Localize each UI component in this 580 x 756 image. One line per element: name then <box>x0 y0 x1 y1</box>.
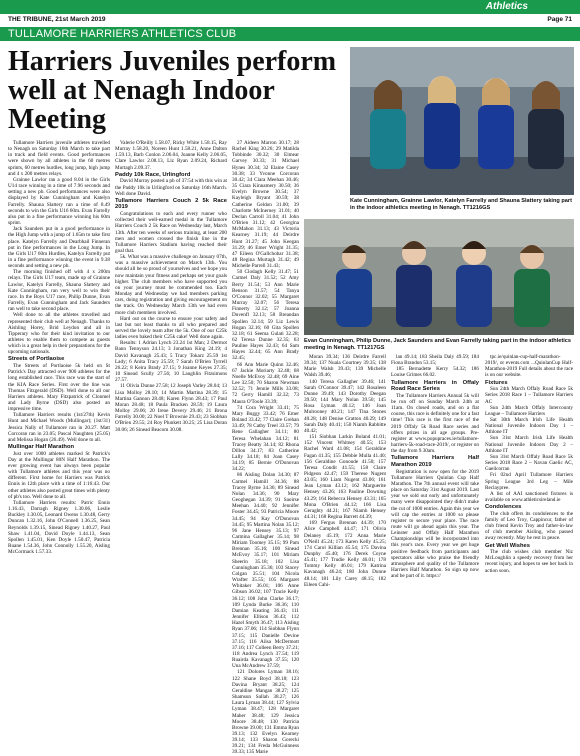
paragraph: 11 Olivia Dunne 27.58; 12 Joseph Varley 28.04; 13 Lisa Molloy 28.10; 14 Martin Martina 28.39; 15 Martina Gannon 28.48; Karen Flynn 28.43; 17 Paul Moran 28.48; 18 Paula Bracken 28.59; 19 Laura Molloy 29.06; 20 Irene Devery 29.46; 21 Brona Farrelly 30.00; 22 Noel T Brownie 29.43; 23 Siobhan O'Brien 29.55; 24 Roy Plunkett 30.25; 25 Lisa Doran 30.06; 26 Sinead Beacom 30.08. <box>115 383 227 433</box>
headline: Harriers Juveniles perform well at Nenagh Indoor Meeting <box>8 46 337 135</box>
subheading: Get Well Wishes <box>485 542 530 549</box>
paragraph: Sun 31st March Offaly Road Race 5k Series 2018 Race 2 – Navan Gaelic AC, Gaeilcorran <box>485 453 573 473</box>
article-column-2 <box>115 140 227 734</box>
paragraph: The morning finished off with 4 x 200m relays. The Girls U17 team, made up of Grainne Lawlor, Katelyn Farrelly, Shauna Slattery and Kate Cunningham, ran very well to win their race. In the Boys U17 race, Philip Dunne, Evan Farrelly, Evan Cunningham and Jack Saunders ran well to take second place. <box>8 269 110 313</box>
photo-boys-relay-team <box>304 219 574 335</box>
paragraph: Grainne Lawlor ran a good 8.04 in the Girls U14 race winning in a time of 7.96 seconds and setting a new pb. Good performances were also displayed by Kate Cunningham and Katelyn Farrelly. Shauna Slattery ran a time of 8.49 seconds to win the Girls U16 60m. Evan Farrelly also put in a fine performance winning his 60m sprint. <box>8 176 110 227</box>
paragraph: Tullamore Harriers juvenile athletes travelled to Nenagh on Saturday 16th March to take part in track and field events. Good performances were shown by all athletes in the 60 metres sprints, 60 metres hurdles, long jump, high jump and 4 x 200 metres relays. <box>8 140 110 177</box>
club-banner: TULLAMORE HARRIERS ATHLETICS CLUB <box>0 27 580 41</box>
paragraph: Congratulations to each and every runner who collected their well-earned medal in the Tullamore Harriers Couch 2 5k Race on Wednesday last, March 13th. After ten weeks of serious training, at least 200 men and women crossed the finish line in the Tullamore Harriers Stadium having reached their goal that. <box>115 211 227 254</box>
subheading: Tullamore Harriers Half Marathon 2019 <box>391 455 479 468</box>
article-column-1 <box>8 140 110 734</box>
paragraph: Tullamore Harriers results: Patric Ennis 1.16.43, Darragh Rigney 1.30.06, Leslie Buckley 1.30.05, Leonard Owens 1.30.48, Gerry Duncan 1.32.16, John O'Connell 1.36.25, Sean Reynolds 1.39.15, Sinead Rigney 1.40.27, Paul Shaw 1.41.04, David Doyle 1.44.13, Sean Spollen 1.45.01, Ken Doyle 1.50.47, Patricia Ruane 1.54.36, John Connolly 1.55.20, Aisling McCormack 1.57.33. <box>8 499 110 556</box>
photo2-caption: Evan Cunningham, Philip Dunne, Jack Saunders and Evan Farrelly taking part in the indoor athletics meeting in Nenagh. TT1217GS <box>304 338 572 351</box>
paragraph: The club wishes club member Niz McLoughlin a speedy recovery from her recent injury, and hopes to see her back in action soon. <box>485 549 573 574</box>
paragraph: David Murray posted a pb of 37:54 with this win at the Paddy 10k in Urlingford on Saturday 16th March. Well done David. <box>115 178 227 197</box>
article-column-3 <box>232 140 299 756</box>
paragraph: Sun 24th March Offaly Road Race 5k Series 2018 Race 1 – Tullamore Harriers AC <box>485 386 573 405</box>
paragraph: Fri 02nd April Tullamore Harriers Spring League 3rd Leg – Mile Reclaypree. <box>485 472 573 491</box>
paragraph: Registration is now open for the 2019 Tullamore Harriers Quinlan Cup Half Marathon. The 7th annual event will take place on Saturday 31st August 2019. Last year we sold out early and unfortunately many were disappointed they didn't make the cut of 1000 entries. Again this year we will cap the entries at 1000 so please register to secure your place. The race route will go ahead again this year. The Leinster and Offaly Half Marathon Championships will be incorporated into this year's race. Every year we get huge positive feedback from participants and spectators alike who praise the friendly atmosphere and quality of the Tullamore Harriers Half Marathon. So sign up now and be part of it. https:// <box>391 468 479 580</box>
publication-date: THE TRIBUNE, 21st March 2019 <box>8 16 106 23</box>
paragraph: 27 Aideen Marron 30.17; 28 Rachel King 30.26; 29 Matilda Tobbinde 30.32; 30 Eimear Garvey 30.33; 31 Michael Hynes 30.34; 32 Elaine Casey 30.38; 33 Yvonne Corcoran 30.42; 34 Ciara Meehan 30.46; 35 Ciara Kinnamery 30.50; 36 Evelyn Browne 30.54; 37 Kayleigh Bryant 30.59; 38 Catherine Geldon 31.00; 39 Charlotte McInerney 31.01; 40 Declan Carroll 31.04; 41 John O'Brien 31.12; 42 Georgina McMahon 31.13; 43 Victoria Kearney 31.19; 44 Deirdre Hunt 31.27; 45 John Keegan 31.29; 46 Emer Wright 31.35; 47 Eileen O'Gallchobar 31.38; 48 Regina Murtagh 31.42; 49 Michelle Parrell 31.43; <box>232 140 299 270</box>
paragraph: Well done to all the athletes travelled and represented their club well at Nenagh. Thanks to Aishling Horey, Brid Leydon and all in Tipperary who for their kind invitation to our athletes to enable them to compete as guests which is a great help in their preparations for the upcoming nationals. <box>8 312 110 356</box>
subheading: Fixtures <box>485 379 508 386</box>
article-column-4 <box>304 354 386 734</box>
paragraph: lan 49.14; 183 Sheila Daly 49.59; 184 Fiona Brandon 53.15; <box>391 354 479 367</box>
paragraph: 169 Fergus Brennan 44.39; 170 Alice Campbell 44.47; 171 Olivia Delaney 45.19; 172 Anna Marie O'Neill 45.24; 173 Karen Kelly 45.25; 174 Carol Killian 45.54; 175 Davina Dunphy 45.40; 176 Derek Coyne 45.41; 177 Trudie Kelly 46.01; 178 Tommy Kelly 46.01; 179 Katrina Kavanagh 46.24; 180 John Dunne 48.14; 181 Lily Carey 48.15; 182 Eileen Cahi- <box>304 520 386 588</box>
paragraph: Valerie O'Reilly 1.58.07, Ricky White 1.58.15, Ray Murray 1.58.20, Noreen Hunt 1.58.21, Anne Dalton 1.59.13, Barb Conlon 2.06.04, Joanne Kelly 2.06.05, Clare Lawlor 2.08.13, Liz Ryan 2.09.24, Richard Murtagh 2.09.37. <box>115 140 227 171</box>
paragraph: Hard out on the course to ensure your safety and last but not least thanks to all who prepared and served the lovely team after the 5k. One of our C25k ladies even baked their C25k cake! Well done again. <box>115 315 227 341</box>
subheading: Tullamore Harriers Couch 2 5k Race 2019 <box>115 197 227 211</box>
article-column-6 <box>485 354 573 734</box>
paragraph: Just over 1000 athletes marked St Patrick's Day at the Mullingar 80N Half Marathon. The ever growing event has always been popular with Tullamore athletes and this year was no different. First home for Harriers was Patrick Ennis in 12th place with a time of 1:16:43. Our other athletes also posted great times with plenty of pb's too. Well done to all. <box>8 450 110 500</box>
photo-boys-illustration <box>304 219 574 335</box>
paragraph: 140 Teresa Gallagher 39.46; 141 Sarah O'Connor 39.47; 142 Rosaleen Dunne 39.49; 143 Dorothy Deegan 39.50; 144 Mary Nolan 39.50; 145 Rosa Lyman 40.12; 146 Joan Mulrooney 40.21; 147 Tina Stones 40.28; 148 Denise Gratton 40.29; 149 Sarah Daly 40.41; 150 Niamh Rabbitte 40.42; <box>304 378 386 434</box>
paragraph: 86 Aisling Dolan 34.30; 87 Carmel Hamill 34.36; 88 Tracey Byrne 34.36; 89 Sinead Nolan 34.36; 90 Mary Geoghegan 34.39; 91 Saoirse Meehan 34.40; 92 Jennifer Foster 34.45; 93 Patricia Moore 34.45; 94 Kay O'Donovan 34.45; 95 Martina Nolan 35.12; 96 Jane Hensey 35.13; 97 Carmina Gallagher 35.14; 98 Miriam Toomey 35.15; 99 Pam Brennan 35.16; 100 Sinead McEvoy 35.17; 101 Miriam Sheerin 35.18; 102 Lisa Cunningham 35.36; 103 Stacey Colgan 35.51; 104 Nicola Wrafter 35.55; 105 Margaret Whitaker 36.01; 106 Anne Gibson 36.02; 107 Tracie Kelly 36.12; 108 John Clarke 36.17; 109 Lynda Burke 36.36; 110 Damian Keating 36.43; 111 Jennifer Ellison 36.43; 112 Hazel Smyth 36.47; 113 Aisling Ryan 37.06; 114 Siobhan Flynn 37.15; 115 Danielle Devine 37.15; 116 Ailsa McDermott 37.16; 117 Colleen Berry 37.21; 118 Andrea Lynch 37.54; 119 Ruairda Kavanagh 37.55; 120 Una McAndrew 37.59; <box>232 472 299 670</box>
photo-girls-relay-team <box>350 47 574 195</box>
top-bar <box>0 0 580 14</box>
paragraph: The club offers its condolences to the family of Leo Troy, Cappincur, father of club friend Kevin Troy and father-in-law of club member Aisling, who passed away recently. May he rest in peace. <box>485 510 573 542</box>
article-column-5 <box>391 354 479 734</box>
subheading: Condolences <box>485 504 522 511</box>
paragraph: tpc.ie/quinlan-cup-half-marathon-2019/, or events.com ...QuinlanCup Half-Marathon-2019 Full details about the race is on our website. <box>485 354 573 379</box>
paragraph: Sat 30th March Irish Life Health National Juvenile Indoors Day 1 – Athlone IT <box>485 417 573 436</box>
paragraph: Sun 31st March Irish Life Health National Juvenile Indoors Day 2 – Athlone IT <box>485 435 573 454</box>
subheading: Tullamore Harriers in Offaly Road Race Series <box>391 379 479 393</box>
paragraph: 151 Siobhan Larkin Boland 41.01; 152 Vincent Whitney 40.55; 153 Rachel Ward 41.08; 154 Geraldine Fagan 41.35; 155 Debbie Mulla 41.40; 156 Geraldine Gonoude 41.50; 157 Teresa Condit 41.55; 158 Claire Pidgeon 42.47; 159 Therese Nugent 43.05; 160 Liam Nugent 43.06; 161 Jean Lyman 43.12; 162 Marguerite Hensey 43.26; 163 Pauline Downing 43.29; 164 Rebecca Hensey 43.31; 165 Mona O'Brien 44.12; 166 Lisa Geraghty 44.21; 167 Niamh Hensey 44.31; 168 Regina Barrett 44.39; <box>304 434 386 521</box>
paragraph: A list of AAI sanctioned fixtures is available on www.athleticsireland.ie <box>485 490 573 504</box>
paragraph: 185 Bernadette Kerry 54.32; 186 Louise Grimes 66.02. <box>391 366 479 379</box>
paragraph: The Tullamore Harriers Annual 5k will be run off on Sunday March 24th at 11am. On closed roads, and on a flat course, this race is definitely one for a fast time! This race is the first race of the 2019 Offaly 5k Road Race series and offers prizes in all age groups. Pre-register at www.popupraces.ie/tullamore-harriers-5k-road-race-2019/, or register on the day from 9.30am. <box>391 392 480 455</box>
page-line <box>8 16 572 26</box>
paragraph: 50 Clodagh Kelly 31.47; 51 Carmel Daly 31.52; 52 Amy Berry 31.54; 53 Ann Marie Benson 31.57; 54 Tanya O'Connor 32.02; 55 Margaret Murray 32.07; 56 Teresa Finnerty 32.12; 57 Joanna Duvenfl 32.13; 58 Breandan Spollen 32.14; 59 Liz Lewis Hogan 32.16; 60 Gita Spollen 32.18; 61 Seema Gulati 32.28; 62 Teresa Dunne 32.35; 63 Pauline Hayes 32.43; 64 Sam Hayes 32.44; 65 Ann Brady 32.45; <box>232 269 299 362</box>
page-number: Page 71 <box>547 16 572 23</box>
paragraph: 74 Cora Wright 33.41; 75 Mary Buggy 33.42; 76 Emer Boland 33.42; 77 Claire Grehan 33.49; 78 Cathy Treel 33.57; 79 Rene Gallagher 34.11; 80 Teresa Whelahan 34.12; 81 Tracey Beatty 34.14; 82 Rhona Dillon 34.17; 83 Catherine Lally 34.18; 84 Joan Casey 34.19; 85 Bernie O'Donovan 34.22; <box>232 404 299 473</box>
paragraph: Sun 24th March Offaly Intercounty League – Tullamore Harriers <box>485 404 573 417</box>
subheading: Streets of Portlaoise <box>8 356 65 363</box>
paragraph: 121 Dolores Lyman 38.16; 122 Shane Boyd 38.18; 123 Davina Bryant 38.25; 124 Geraldine Mangan 38.27; 125 Shamsun Sallah 38.27; 126 Laura Lyman 38.44; 127 Sylvia Lyman 38.47; 128 Margaret Maher 38.48; 129 Jessica Moore 38.48; 130 Patricia Browne 39.00; 131 Emma Ryan 39.13; 132 Evelyn Kearney 39.14; 133 Sharon Gorecki 39.21; 134 Freda McGuinness 39.33; 135 Marie <box>232 669 299 756</box>
paragraph: Jack Saunders put in a good performance in the High Jump with a jump of 1.65m to take first place. Katelyn Farrelly and Dearbhail Finneran put in fine performances in the Long Jump. In the Girls U17 60m Hurdles, Katelyn Farrelly put in a fine performance winning the event in 9.38 seconds and setting a new pb. <box>8 226 110 270</box>
photo1-caption: Kate Cunningham, Grainne Lawlor, Katelyn Farrelly and Shauna Slattery taking part in the indoor athletics meeting in Nenagh. TT1216GS <box>350 198 572 211</box>
subheading: Paddy 10k Race, Urlingford <box>115 171 191 178</box>
paragraph: 66 Ann Marie Quinn 32.46; 67 Jackie Moriarty 32.48; 68 Noelle McEvoy 32.48; 69 Aine Lee 32.50; 70 Sharon Newman 32.52; 71 Jennie Mills 33.08; 72 Gerry Hamill 32.32; 73 Maura O'Toole 33.39; <box>232 361 299 405</box>
photo-girls-illustration <box>350 47 574 195</box>
paragraph: The Streets of Portlaoise 5k held on St Patrick's Day attracted over 900 athletes for the long established race. This race was the start of the KIA Race Series. First over the line was Thomas Fitzgerald (DSD). Well done to all our Harriers athletes. Mary Fitzpatrick of Clonmel and Lady Byrne (DSD) also posted an impressive time. <box>8 363 110 413</box>
section-label: Athletics <box>485 1 528 12</box>
paragraph: Moran 39.34; 136 Deirdre Farrell 39.34; 137 Nuala Courtney 39.35; 138 Marie Walsh 39.43; 139 Michelle Walsh 39.46; <box>304 354 386 379</box>
paragraph: Results: 1 Adrian Lynch 23.24 1st Man; 2 Dermot Bann Tennyson 24.13; 3 Jonathan King 24.19; 4 David Kavanagh 25.43; 5 Tracy Tokarz 25.59 1st Lady; 6 Anita Tracy 25.59; 7 Sarah O'Brien Tyrrell 26.22; 8 Keira Brady 27.15; 9 Joanne Keyes 27.35; 10 Sinead Scully 27.56; 10 Laughlin Fitzsimons 27.57. <box>115 340 227 384</box>
paragraph: 5k. What was a massive challenge on January 07th, was a massive achievement on March 13th. You should all be so proud of yourselves and we hope you now maintain your fitness and perhaps set your goals higher. The club members who have supported you on your journey must be commended too. Each Monday and Wednesday we had members parking cars, doing registration and giving encouragement on the track. On Wednesday March 13th we had even more club members involved. <box>115 254 227 316</box>
paragraph: Tullamore Harriers results (1st/27th) Kevin Hunt and Michael Woods (Mullingar); (1st/31) Jessica Nally of Tullamore ran in 20.27. Matt Corcoran ran in 23.05; Pascal Naughten (25.05) and Melissa Hogan (26.49). Well done to all. <box>8 412 110 443</box>
subheading: Mullingar Half Marathon <box>8 444 75 451</box>
